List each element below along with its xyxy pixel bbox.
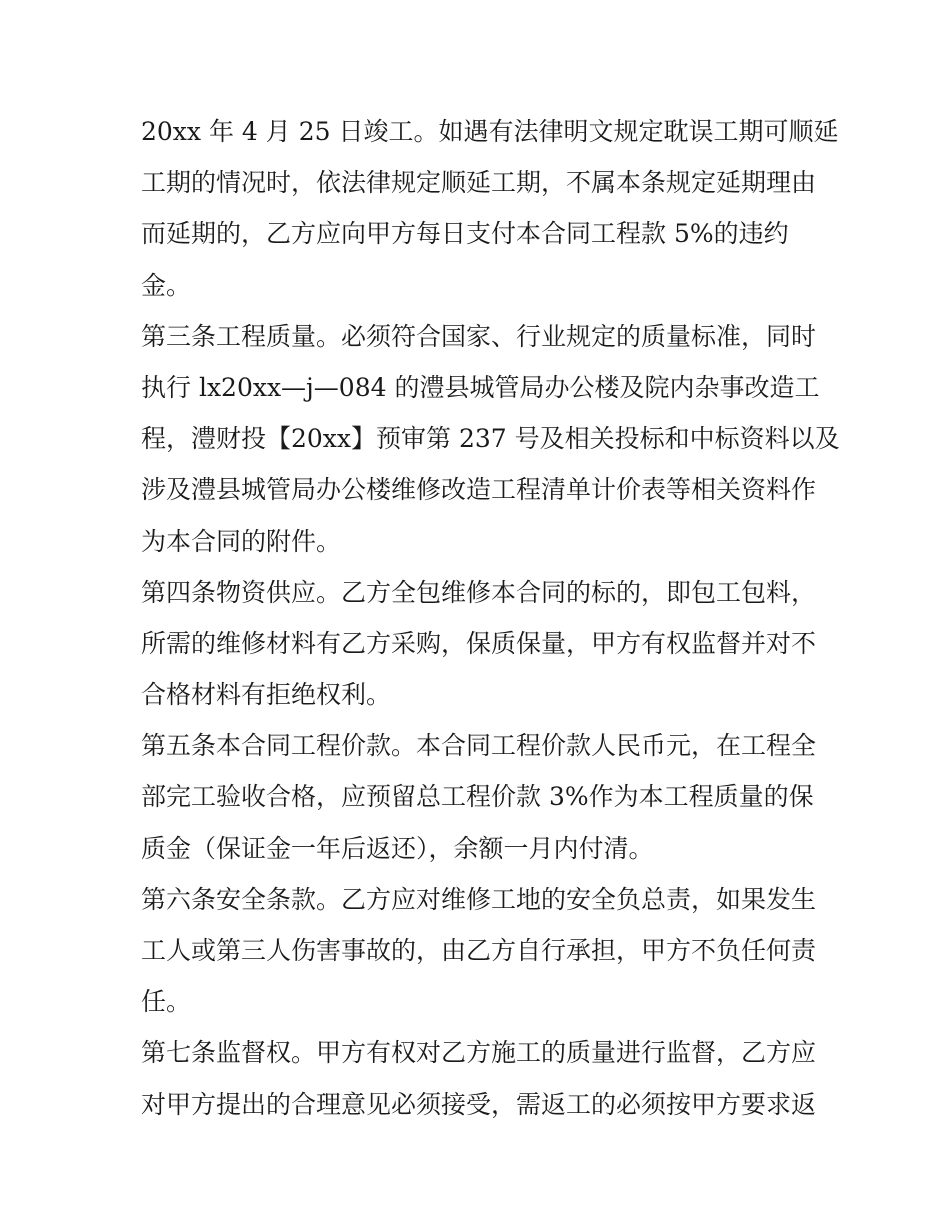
text-line: 第五条本合同工程价款。本合同工程价款人民币元，在工程全 [141,731,817,761]
text-line: 第三条工程质量。必须符合国家、行业规定的质量标准，同时 [141,321,817,351]
text-line: 第七条监督权。甲方有权对乙方施工的质量进行监督，乙方应 [141,1038,817,1068]
text-line: 第六条安全条款。乙方应对维修工地的安全负总责，如果发生 [141,884,817,914]
text-line: 为本合同的附件。 [141,526,342,556]
text-line: 第四条物资供应。乙方全包维修本合同的标的，即包工包料， [141,577,817,607]
text-line: 涉及澧县城管局办公楼维修改造工程清单计价表等相关资料作 [141,475,817,505]
text-line: 所需的维修材料有乙方采购，保质保量，甲方有权监督并对不 [141,628,817,658]
text-line: 质金（保证金一年后返还），余额一月内付清。 [141,833,654,863]
text-line: 20xx 年 4 月 25 日竣工。如遇有法律明文规定耽误工期可顺延 [141,117,839,146]
text-line: 合格材料有拒绝权利。 [141,680,392,710]
text-line: 对甲方提出的合理意见必须接受，需返工的必须按甲方要求返 [141,1089,817,1119]
text-line: 程，澧财投【20xx】预审第 237 号及相关投标和中标资料以及 [141,424,840,454]
text-line: 工人或第三人伤害事故的，由乙方自行承担，甲方不负任何责 [141,936,817,965]
text-line: 金。 [141,270,192,300]
text-line: 部完工验收合格，应预留总工程价款 3%作为本工程质量的保 [141,782,814,812]
text-line: 工期的情况时，依法律规定顺延工期，不属本条规定延期理由 [141,168,817,198]
contract-body-text [141,106,840,1130]
text-line: 任。 [141,987,192,1017]
text-line: 执行 lx20xx—j—084 的澧县城管局办公楼及院内杂事改造工 [141,372,820,402]
text-line: 而延期的，乙方应向甲方每日支付本合同工程款 5%的违约 [141,219,789,249]
